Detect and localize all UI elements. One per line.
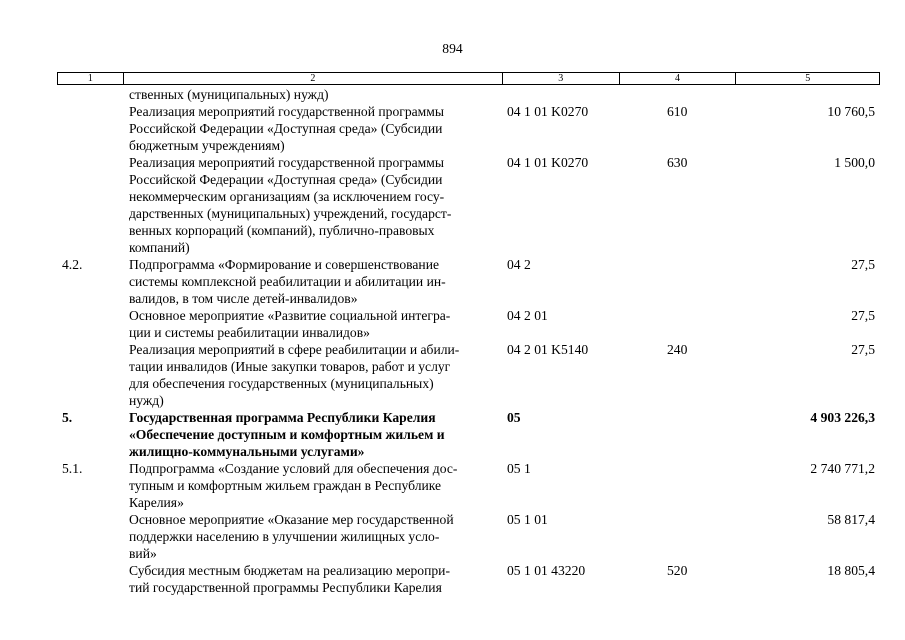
row-name-line: бюджетным учреждениям) — [129, 138, 285, 153]
row-name — [129, 256, 501, 307]
row-name-line: Реализация мероприятий в сфере реабилитации и абили- — [129, 342, 460, 357]
table-row — [0, 341, 905, 409]
table-row — [0, 154, 905, 256]
row-name — [129, 562, 501, 596]
row-name — [129, 154, 501, 256]
row-name-line: Российской Федерации «Доступная среда» (Субсидии — [129, 172, 443, 187]
row-code: 05 1 — [507, 461, 531, 476]
row-name — [129, 103, 501, 154]
row-name-line: Российской Федерации «Доступная среда» (Субсидии — [129, 121, 443, 136]
row-name-line: некоммерческим организациям (за исключением госу- — [129, 189, 445, 204]
header-col-4: 4 — [620, 73, 737, 84]
row-name-line: Субсидия местным бюджетам на реализацию меропри- — [129, 563, 450, 578]
table-header — [57, 72, 880, 85]
row-name-line: Основное мероприятие «Развитие социальной интегра- — [129, 308, 451, 323]
row-name-line: ственных (муниципальных) нужд) — [129, 87, 329, 102]
table-row — [0, 409, 905, 460]
table-row — [0, 511, 905, 562]
row-name-line: тупным и комфортным жильем граждан в Республике — [129, 478, 442, 493]
row-name-line: «Обеспечение доступным и комфортным жильем и — [129, 427, 445, 442]
row-name-line: венных корпораций (компаний), публично-правовых — [129, 223, 435, 238]
row-sum: 1 500,0 — [834, 155, 875, 170]
row-name-line: тации инвалидов (Иные закупки товаров, работ и услуг — [129, 359, 451, 374]
row-expense-type: 610 — [667, 104, 688, 119]
row-name — [129, 511, 501, 562]
row-name-line: ции и системы реабилитации инвалидов» — [129, 325, 370, 340]
row-code: 05 1 01 43220 — [507, 563, 586, 578]
row-name-line: валидов, в том числе детей-инвалидов» — [129, 291, 358, 306]
header-col-2: 2 — [124, 73, 503, 84]
table-row — [0, 256, 905, 307]
row-name-line: дарственных (муниципальных) учреждений, государст- — [129, 206, 452, 221]
row-sum: 27,5 — [851, 257, 875, 272]
table-row — [0, 86, 905, 103]
row-code: 04 2 01 K5140 — [507, 342, 589, 357]
header-col-1: 1 — [58, 73, 124, 84]
row-number: 5. — [62, 410, 73, 425]
row-sum: 27,5 — [851, 308, 875, 323]
row-expense-type: 630 — [667, 155, 688, 170]
row-sum: 4 903 226,3 — [810, 410, 875, 425]
row-sum: 18 805,4 — [827, 563, 875, 578]
row-name-line: компаний) — [129, 240, 190, 255]
row-code: 05 1 01 — [507, 512, 548, 527]
row-sum: 2 740 771,2 — [810, 461, 875, 476]
page-number: 894 — [442, 41, 463, 56]
row-name — [129, 341, 501, 409]
row-number: 5.1. — [62, 461, 83, 476]
row-code: 04 1 01 K0270 — [507, 104, 589, 119]
row-sum: 27,5 — [851, 342, 875, 357]
row-name-line: Реализация мероприятий государственной программы — [129, 104, 445, 119]
row-code: 04 2 01 — [507, 308, 548, 323]
table-row — [0, 307, 905, 341]
row-name-line: поддержки населению в улучшении жилищных усло- — [129, 529, 440, 544]
row-name-line: Государственная программа Республики Карелия — [129, 410, 436, 425]
row-name-line: Подпрограмма «Создание условий для обеспечения дос- — [129, 461, 458, 476]
table-row — [0, 103, 905, 154]
header-col-3: 3 — [503, 73, 620, 84]
row-name-line: системы комплексной реабилитации и абилитации ин- — [129, 274, 446, 289]
row-name-line: тий государственной программы Республики Карелия — [129, 580, 442, 595]
row-name-line: для обеспечения государственных (муниципальных) — [129, 376, 434, 391]
row-name-line: Подпрограмма «Формирование и совершенствование — [129, 257, 440, 272]
row-name-line: нужд) — [129, 393, 164, 408]
row-name — [129, 307, 501, 341]
row-name-line: вий» — [129, 546, 157, 561]
row-name-line: Карелия» — [129, 495, 184, 510]
row-name — [129, 409, 501, 460]
row-name — [129, 460, 501, 511]
row-name-line: Реализация мероприятий государственной программы — [129, 155, 445, 170]
row-name — [129, 86, 501, 103]
header-col-5: 5 — [805, 73, 811, 84]
row-code: 05 — [507, 410, 521, 425]
row-name-line: жилищно-коммунальными услугами» — [129, 444, 365, 459]
row-name-line: Основное мероприятие «Оказание мер государственной — [129, 512, 454, 527]
table-row — [0, 460, 905, 511]
row-expense-type: 240 — [667, 342, 688, 357]
row-sum: 10 760,5 — [827, 104, 875, 119]
table-row — [0, 562, 905, 596]
row-code: 04 2 — [507, 257, 531, 272]
row-code: 04 1 01 K0270 — [507, 155, 589, 170]
row-number: 4.2. — [62, 257, 83, 272]
budget-table-body — [0, 86, 905, 596]
row-sum: 58 817,4 — [827, 512, 875, 527]
row-expense-type: 520 — [667, 563, 688, 578]
